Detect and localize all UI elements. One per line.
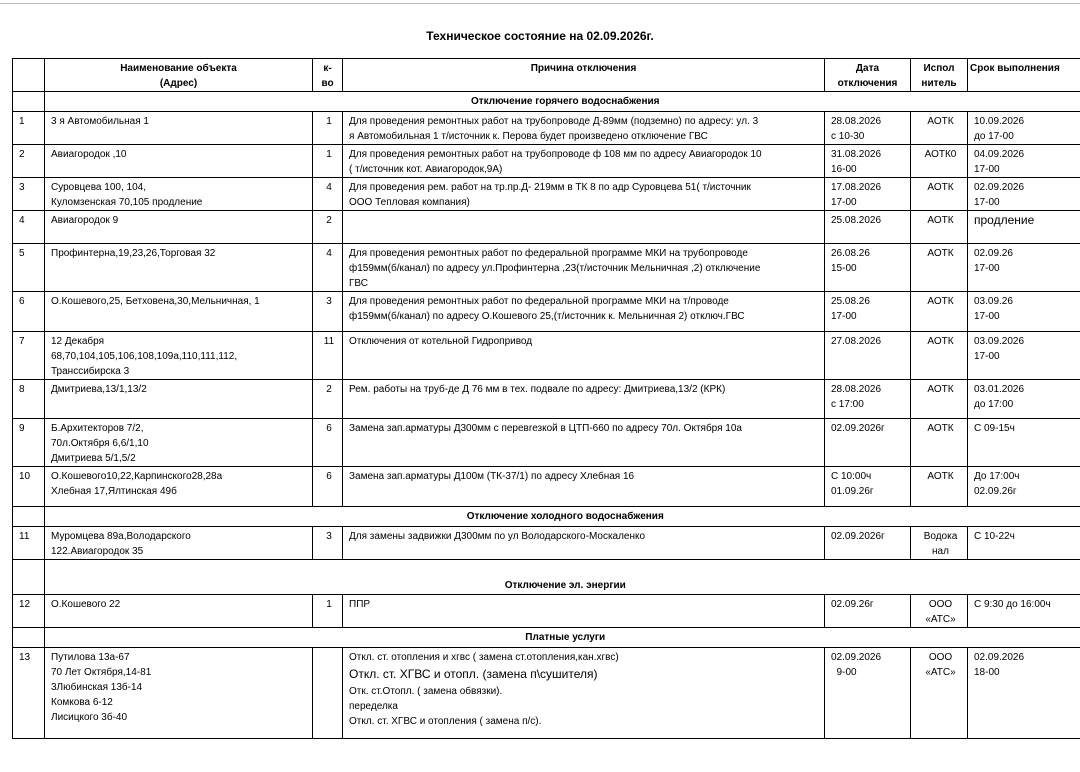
section-row-electric xyxy=(13,560,1080,595)
row-executor: Водока нал xyxy=(911,527,968,560)
row-number: 6 xyxy=(13,292,45,332)
row-deadline: С 10-22ч xyxy=(968,527,1080,560)
row-count: 1 xyxy=(313,145,343,178)
row-address: О.Кошевого 22 xyxy=(45,595,313,628)
row-deadline: 02.09.2026 17-00 xyxy=(968,178,1080,211)
row-number: 2 xyxy=(13,145,45,178)
row-deadline: До 17:00ч 02.09.26г xyxy=(968,467,1080,507)
row-executor: ООО «АТС» xyxy=(911,648,968,739)
section-title-electric: Отключение эл. энергии xyxy=(45,560,1080,595)
header-count-line2: во xyxy=(321,78,334,89)
row-executor: АОТК xyxy=(911,380,968,419)
row-deadline: 03.09.2026 17-00 xyxy=(968,332,1080,380)
table-row xyxy=(13,145,1080,178)
table-row xyxy=(13,467,1080,507)
row-number: 1 xyxy=(13,112,45,145)
row-date: 25.08.2026 xyxy=(825,211,911,244)
row-executor: АОТК0 xyxy=(911,145,968,178)
row-deadline: С 9:30 до 16:00ч xyxy=(968,595,1080,628)
row-date: 28.08.2026 с 17:00 xyxy=(825,380,911,419)
row-address: Б.Архитекторов 7/2, 70л.Октября 6,6/1,10 Дмитриева 5/1,5/2 xyxy=(45,419,313,467)
header-count-line1: к- xyxy=(323,63,332,74)
row-reason: Отключения от котельной Гидропривод xyxy=(343,332,825,380)
header-object-line1: Наименование объекта xyxy=(120,63,237,74)
table-row xyxy=(13,527,1080,560)
row-executor: ООО «АТС» xyxy=(911,595,968,628)
row-deadline: 03.09.26 17-00 xyxy=(968,292,1080,332)
row-number: 11 xyxy=(13,527,45,560)
row-deadline: продление xyxy=(968,211,1080,244)
row-reason: Для проведения ремонтных работ на трубопроводе ф 108 мм по адресу Авиагородок 10 ( т/источник кот. Авиагородок,9А) xyxy=(343,145,825,178)
table-row xyxy=(13,648,1080,739)
row-reason: Откл. ст. отопления и хгвс ( замена ст.отопления,кан.хгвс) Откл. ст. ХГВС и отопл. (замена п\сушителя) Отк. ст.Отопл. ( замена обвязки). переделка Откл. ст. ХГВС и отопления ( замена п/с). xyxy=(343,648,825,739)
row-date: 02.09.2026г xyxy=(825,419,911,467)
row-number: 10 xyxy=(13,467,45,507)
header-executor-line1: Испол xyxy=(923,63,955,74)
row-number: 9 xyxy=(13,419,45,467)
row-number: 13 xyxy=(13,648,45,739)
row-deadline: 03.01.2026 до 17:00 xyxy=(968,380,1080,419)
header-date xyxy=(825,59,911,92)
row-address: Авиагородок 9 xyxy=(45,211,313,244)
row-reason: Для замены задвижки Д300мм по ул Володарского-Москаленко xyxy=(343,527,825,560)
row-address: О.Кошевого,25, Бетховена,30,Мельничная, 1 xyxy=(45,292,313,332)
row-date: С 10:00ч 01.09.26г xyxy=(825,467,911,507)
row-date: 27.08.2026 xyxy=(825,332,911,380)
row-deadline: 02.09.26 17-00 xyxy=(968,244,1080,292)
row-executor: АОТК xyxy=(911,292,968,332)
table-row xyxy=(13,292,1080,332)
header-executor xyxy=(911,59,968,92)
row-number: 7 xyxy=(13,332,45,380)
row-deadline: С 09-15ч xyxy=(968,419,1080,467)
row-executor: АОТК xyxy=(911,112,968,145)
row-date: 31.08.2026 16-00 xyxy=(825,145,911,178)
row-reason: Для проведения рем. работ на тр.пр.Д- 219мм в ТК 8 по адр Суровцева 51( т/источник ООО Тепловая компания) xyxy=(343,178,825,211)
row-count: 4 xyxy=(313,178,343,211)
page-top-border xyxy=(0,3,1080,4)
row-count: 1 xyxy=(313,112,343,145)
header-executor-line2: нитель xyxy=(921,78,957,89)
table-row xyxy=(13,380,1080,419)
row-address: О.Кошевого10,22,Карпинского28,28а Хлебная 17,Ялтинская 49б xyxy=(45,467,313,507)
table-row xyxy=(13,112,1080,145)
row-date: 28.08.2026 с 10-30 xyxy=(825,112,911,145)
row-address: Дмитриева,13/1,13/2 xyxy=(45,380,313,419)
row-number: 3 xyxy=(13,178,45,211)
header-deadline: Срок выполнения xyxy=(968,59,1080,92)
row-deadline: 02.09.2026 18-00 xyxy=(968,648,1080,739)
row-address: 12 Декабря 68,70,104,105,106,108,109а,110,111,112, Транссибирска 3 xyxy=(45,332,313,380)
row-address: Профинтерна,19,23,26,Торговая 32 xyxy=(45,244,313,292)
row-count: 4 xyxy=(313,244,343,292)
row-number: 12 xyxy=(13,595,45,628)
row-reason: Для проведения ремонтных работ по федеральной программе МКИ на трубопроводе ф159мм(б/канал) по адресу ул.Профинтерна ,23(т/источник Мельничная ,2) отключение ГВС xyxy=(343,244,825,292)
row-reason: Замена зап.арматуры Д100м (ТК-37/1) по адресу Хлебная 16 xyxy=(343,467,825,507)
row-count: 6 xyxy=(313,467,343,507)
row-address: Авиагородок ,10 xyxy=(45,145,313,178)
row-count: 2 xyxy=(313,211,343,244)
row-date: 25.08.26 17-00 xyxy=(825,292,911,332)
row-number: 5 xyxy=(13,244,45,292)
row-reason: Замена зап.арматуры Д300мм с перевrезкой в ЦТП-660 по адресу 70л. Октября 10а xyxy=(343,419,825,467)
row-executor: АОТК xyxy=(911,467,968,507)
table-row xyxy=(13,211,1080,244)
section-row-paid xyxy=(13,628,1080,648)
header-reason: Причина отключения xyxy=(343,59,825,92)
row-executor: АОТК xyxy=(911,244,968,292)
row-deadline: 10.09.2026 до 17-00 xyxy=(968,112,1080,145)
header-count xyxy=(313,59,343,92)
row-reason xyxy=(343,211,825,244)
section-row-cold xyxy=(13,507,1080,527)
table-row xyxy=(13,332,1080,380)
table-header-row xyxy=(13,59,1080,92)
section-title-cold: Отключение холодного водоснабжения xyxy=(45,507,1080,527)
row-count: 6 xyxy=(313,419,343,467)
row-executor: АОТК xyxy=(911,332,968,380)
row-reason: ППР xyxy=(343,595,825,628)
row-reason: Для проведения ремонтных работ на трубопроводе Д-89мм (подземно) по адресу: ул. 3 я Автомобильная 1 т/источник к. Перова будет произведено отключение ГВС xyxy=(343,112,825,145)
row-date: 02.09.2026 9-00 xyxy=(825,648,911,739)
document-title: Техническое состояние на 02.09.2026г. xyxy=(426,29,654,43)
row-count: 3 xyxy=(313,527,343,560)
row-reason: Для проведения ремонтных работ по федеральной программе МКИ на т/проводе ф159мм(б/канал) по адресу О.Кошевого 25,(т/источник к. Мельничная 2) отключ.ГВС xyxy=(343,292,825,332)
header-date-line2: отключения xyxy=(837,78,898,89)
row-reason: Рем. работы на труб-де Д 76 мм в тех. подвале по адресу: Дмитриева,13/2 (КРК) xyxy=(343,380,825,419)
row-deadline: 04.09.2026 17-00 xyxy=(968,145,1080,178)
row-executor: АОТК xyxy=(911,178,968,211)
row-count xyxy=(313,648,343,739)
section-row-hot xyxy=(13,92,1080,112)
row-date: 26.08.26 15-00 xyxy=(825,244,911,292)
row-address: Путилова 13а-67 70 Лет Октября,14-81 3Любинская 13б-14 Комкова 6-12 Лисицкого 3б-40 xyxy=(45,648,313,739)
header-num xyxy=(13,59,45,92)
row-executor: АОТК xyxy=(911,211,968,244)
header-object xyxy=(45,59,313,92)
row-number: 4 xyxy=(13,211,45,244)
section-title-paid: Платные услуги xyxy=(45,628,1080,648)
row-address: 3 я Автомобильная 1 xyxy=(45,112,313,145)
table-row xyxy=(13,244,1080,292)
row-executor: АОТК xyxy=(911,419,968,467)
row-count: 2 xyxy=(313,380,343,419)
row-date: 17.08.2026 17-00 xyxy=(825,178,911,211)
table-row xyxy=(13,178,1080,211)
row-count: 11 xyxy=(313,332,343,380)
row-address: Муромцева 89а,Володарского 122.Авиагородок 35 xyxy=(45,527,313,560)
section-title-hot: Отключение горячего водоснабжения xyxy=(45,92,1080,112)
row-date: 02.09.2026г xyxy=(825,527,911,560)
table-row xyxy=(13,595,1080,628)
row-count: 3 xyxy=(313,292,343,332)
row-count: 1 xyxy=(313,595,343,628)
row-address: Суровцева 100, 104, Куломзенская 70,105 продление xyxy=(45,178,313,211)
header-object-line2: (Адрес) xyxy=(159,78,198,89)
row-date: 02.09.26г xyxy=(825,595,911,628)
table-row xyxy=(13,419,1080,467)
status-table xyxy=(12,58,1080,739)
header-date-line1: Дата xyxy=(855,63,880,74)
row-number: 8 xyxy=(13,380,45,419)
